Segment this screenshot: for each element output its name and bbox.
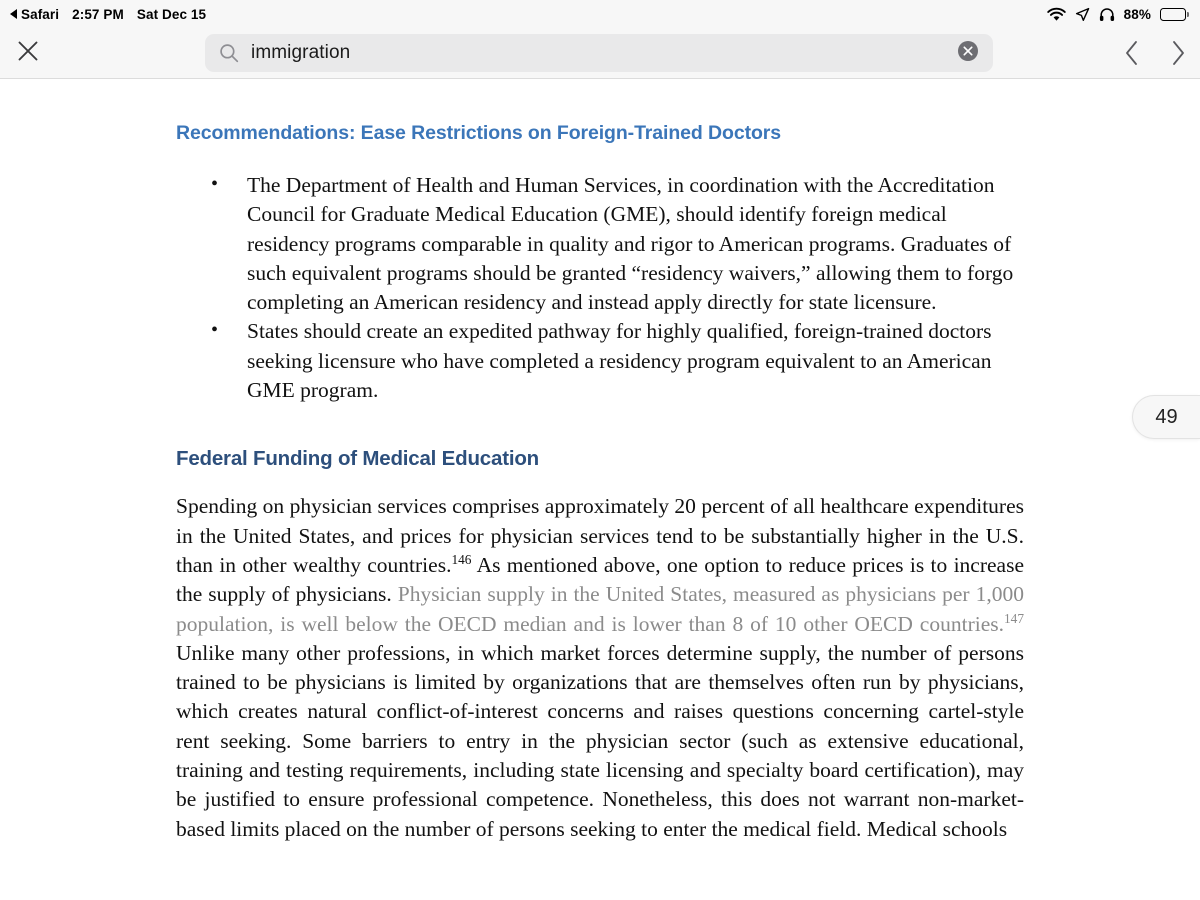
find-navigation bbox=[1124, 40, 1186, 66]
list-item: • States should create an expedited pathway for highly qualified, foreign-trained doctors seeking licensure who have completed a residency program equivalent to an American GME program. bbox=[176, 317, 1024, 405]
headphones-icon bbox=[1099, 7, 1115, 22]
close-icon bbox=[17, 40, 39, 67]
status-time: 2:57 PM bbox=[72, 6, 124, 22]
list-item: • The Department of Health and Human Services, in coordination with the Accreditation Council for Graduate Medical Education (GME), should identify foreign medical residency programs comparable in quality and rigor to American programs. Graduates of such equivalent programs should be granted “residency waivers,” allowing them to forgo completing an American residency and instead apply directly for state licensure. bbox=[176, 171, 1024, 317]
page-number-label: 49 bbox=[1155, 405, 1178, 428]
triangle-left-icon bbox=[10, 9, 17, 19]
chevron-left-icon bbox=[1124, 40, 1140, 66]
paragraph-dimmed-part: Physician supply in the United States, measured as physicians per 1,000 population, is well below the OECD median and is lower than 8 of 10 other OECD countries. bbox=[176, 582, 1024, 636]
paragraph-part-3: Unlike many other professions, in which market forces determine supply, the number of persons trained to be physicians is limited by organizations that are themselves often run by physicians, which creates natural conflict-of-interest concerns and raises questions concerning cartel-style rent seeking. Some barriers to entry in the physician sector (such as extensive educational, training and testing requirements, including state licensing and specialty board certification), may be justified to ensure professional competence. Nonetheless, this does not warrant non-market-based limits placed on the number of persons seeking to enter the medical field. Medical schools bbox=[176, 640, 1024, 841]
document-page[interactable] bbox=[0, 79, 1200, 900]
recommendations-list bbox=[176, 171, 1024, 405]
back-app-label: Safari bbox=[21, 6, 60, 22]
footnote-marker-147[interactable]: 147 bbox=[1004, 610, 1024, 626]
paragraph-part-2: As mentioned above, one option to reduce prices is to increase the supply of physicians. bbox=[176, 552, 1024, 607]
section-heading-federal-funding: Federal Funding of Medical Education bbox=[176, 447, 539, 471]
status-bar bbox=[0, 0, 1200, 28]
chevron-right-icon bbox=[1170, 40, 1186, 66]
location-arrow-icon bbox=[1075, 7, 1090, 22]
document-content bbox=[176, 122, 1024, 844]
clear-search-button[interactable] bbox=[957, 40, 979, 67]
search-field[interactable] bbox=[205, 34, 993, 72]
clear-circle-icon bbox=[957, 40, 979, 67]
back-to-safari-button[interactable] bbox=[10, 7, 59, 22]
section-heading-recommendations: Recommendations: Ease Restrictions on Foreign-Trained Doctors bbox=[176, 122, 782, 144]
paragraph-part-1: Spending on physician services comprises approximately 20 percent of all healthcare expenditures in the United States, and prices for physician services tend to be substantially higher in the U.S. than in other wealthy countries. bbox=[176, 494, 1024, 577]
status-bar-right bbox=[1047, 7, 1186, 22]
previous-match-button[interactable] bbox=[1124, 40, 1140, 66]
body-paragraph bbox=[176, 492, 1024, 844]
find-toolbar bbox=[0, 28, 1200, 79]
search-input[interactable]: immigration bbox=[251, 42, 351, 63]
close-button[interactable] bbox=[0, 40, 56, 67]
battery-percent-label: 88% bbox=[1123, 6, 1151, 22]
battery-icon bbox=[1160, 8, 1186, 21]
next-match-button[interactable] bbox=[1170, 40, 1186, 66]
status-date: Sat Dec 15 bbox=[136, 6, 207, 22]
page-number-indicator[interactable] bbox=[1132, 395, 1200, 439]
status-bar-left bbox=[10, 7, 206, 22]
footnote-marker-146[interactable]: 146 bbox=[451, 551, 472, 567]
search-icon bbox=[219, 43, 239, 63]
wifi-icon bbox=[1047, 7, 1066, 22]
